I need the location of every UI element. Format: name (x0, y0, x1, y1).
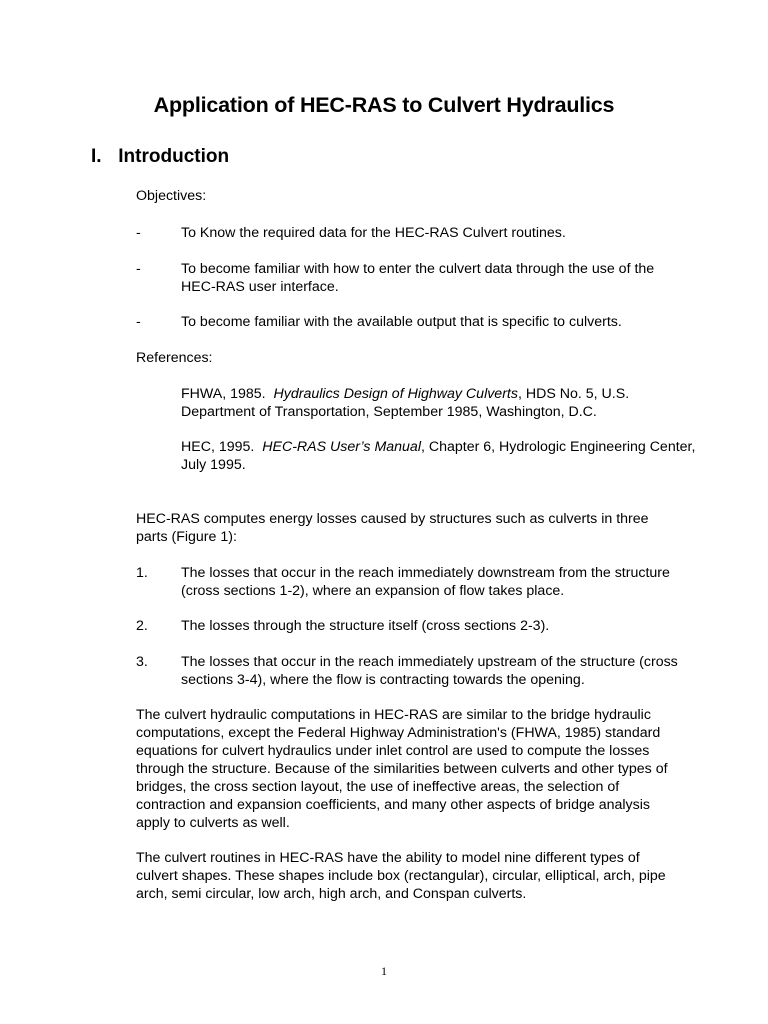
part-marker: 1. (136, 565, 148, 581)
objective-item: To become familiar with how to enter the culvert data through the use of the HEC-RAS user interface. (181, 261, 655, 295)
reference-title: HEC-RAS User’s Manual (262, 439, 421, 455)
section-heading (91, 146, 229, 168)
references-label: References: (136, 350, 213, 366)
objective-item: To become familiar with the available output that is specific to culverts. (181, 314, 622, 330)
reference-rest: , Chapter 6, Hydrologic Engineering Center, July 1995. (181, 439, 696, 473)
reference-lead: HEC, 1995. (181, 439, 255, 455)
reference-rest: , HDS No. 5, U.S. Department of Transportation, September 1985, Washington, D.C. (181, 386, 630, 420)
body-paragraph-2: The culvert routines in HEC-RAS have the ability to model nine different types of culvert shapes. These shapes include box (rectangular), circular, elliptical, arch, pipe arch, semi circular, low arch, high arch, and Conspan culverts. (136, 850, 666, 902)
part-item: The losses that occur in the reach immediately downstream from the structure (cross sections 1-2), where an expansion of flow takes place. (181, 565, 670, 599)
objective-marker: - (136, 225, 141, 241)
objective-item: To Know the required data for the HEC-RAS Culvert routines. (181, 225, 566, 241)
reference-fhwa (181, 385, 701, 421)
part-marker: 2. (136, 618, 148, 634)
page-number: 1 (381, 964, 387, 978)
parts-intro: HEC-RAS computes energy losses caused by structures such as culverts in three parts (Figure 1): (136, 511, 649, 545)
section-title: Introduction (118, 146, 230, 167)
part-item: The losses that occur in the reach immediately upstream of the structure (cross sections 3-4), where the flow is contracting towards the opening. (181, 654, 678, 688)
section-number: I. (91, 146, 102, 167)
body-paragraph-1: The culvert hydraulic computations in HEC-RAS are similar to the bridge hydraulic computations, except the Federal Highway Administration's (FHWA, 1985) standard equations for culvert hydraulics under inlet control are used to compute the losses through the structure. Because of the similarities between culverts and other types of bridges, the cross section layout, the use of ineffective areas, the selection of contraction and expansion coefficients, and many other aspects of bridge analysis apply to culverts as well. (136, 707, 668, 831)
reference-hec (181, 438, 701, 474)
objective-marker: - (136, 314, 141, 330)
objectives-label: Objectives: (136, 188, 207, 204)
part-marker: 3. (136, 654, 148, 670)
objective-marker: - (136, 261, 141, 277)
part-item: The losses through the structure itself (cross sections 2-3). (181, 618, 550, 634)
reference-lead: FHWA, 1985. (181, 386, 266, 402)
reference-title: Hydraulics Design of Highway Culverts (273, 386, 518, 402)
document-title: Application of HEC-RAS to Culvert Hydraulics (153, 93, 615, 117)
